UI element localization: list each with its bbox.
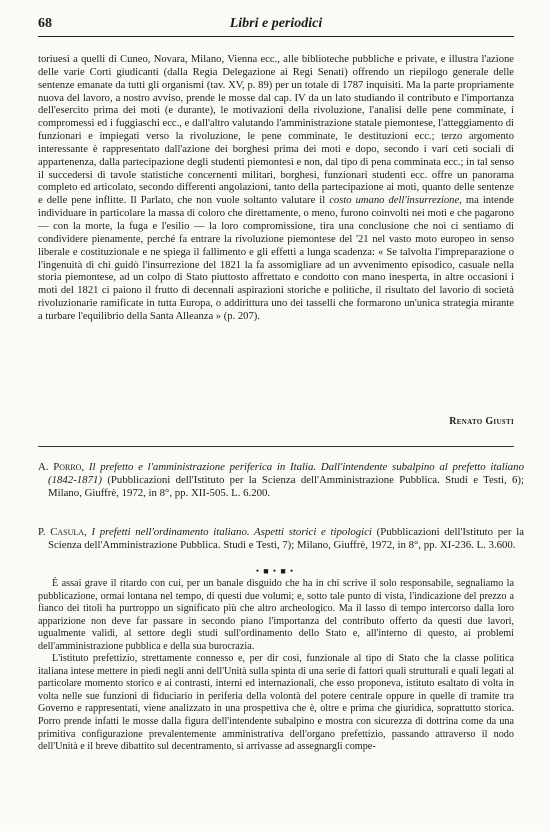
ref-details: (Pubblicazioni dell'Istituto per la Scienza dell'Amministrazione Pubblica. Studi e Testi, 6); Milano, Giuffrè, 1972, in 8°, pp. XII-505. L. 6.200. xyxy=(48,474,524,499)
ref-details: (Pubblicazioni dell'Istituto per la Scienza dell'Amministrazione Pubblica. Studi e Testi, 7); Milano, Giuffrè, 1972, in 8°, pp. XI-236. L. 3.600. xyxy=(48,526,524,551)
page-number: 68 xyxy=(38,16,52,31)
ref-title: I prefetti nell'ordinamento italiano. Aspetti storici e tipologici xyxy=(86,526,372,538)
bibliographic-entry-porro xyxy=(38,461,524,500)
header-rule xyxy=(38,36,514,37)
review-paragraph: L'istituto prefettizio, strettamente connesso e, per dir così, funzionale al tipo di Stato che la classe politica italiana intese mettere in piedi negli anni dell'Unità sulla spinta di una serie di fattori quali strutturali e quali legati al particolare momento storico e ai contrasti, interni ed internazionali, che esso proponeva, istituto esaltato di volta in volta nelle sue funzioni di fiduciario in periferia della volontà del potere centrale oppure in quelle di tramite tra Governo e rappresentati, viene analizzato in una prospettiva che è, oltre e prima che giuridica, soprattutto storica. Porro prende infatti le mosse dalla figura dell'intendente subalpino e mostra con sicurezza di dottrina come da una primitiva configurazione prevalentemente amministrativa dell'organo prefettizio, passando attraverso il nodo dell'Unità e il breve dibattito sul decentramento, si arrivasse ad assegnargli compe- xyxy=(38,653,514,753)
review-giusti-text xyxy=(38,54,514,324)
running-title: Libri e periodici xyxy=(229,16,323,31)
emphasis-phrase: costo umano dell'insurrezione xyxy=(329,195,460,207)
text-after-emphasis: , ma intende individuare in particolare la massa di coloro che direttamente, o meno, furono coinvolti nei moti e che pagarono — con la morte, la fuga e l'esilio — la loro compromissione, tira una conclusione che noi ci sentiamo di condividere pienamente, perché fa entrare la rivoluzione piemontese del '21 nel vasto moto europeo in senso liberale e costituzionale e ne spiega il fallimento e gli effetti a lunga scadenza: « Se talvolta l'impreparazione o l'ingenuità di chi guidò l'insurrezione del 1821 la fa assomigliare ad un avvenimento episodico, casuale nella storia piemontese, ad un colpo di Stato piuttosto affrettato e condotto con mano inesperta, in altre occasioni i moti del 1821 ci paiono il frutto di decennali aspirazioni storiche e politiche, il risultato del lavorio di società rivoluzionarie ramificate in tutta Europa, o addirittura uno dei tasselli che formarono un'unica strategia mirante a turbare l'equilibrio della Santa Alleanza » (p. 207). xyxy=(38,195,514,322)
ref-author: P. Casula, xyxy=(38,526,87,538)
running-header xyxy=(38,12,514,36)
bibliographic-entry-casula xyxy=(38,526,524,552)
review-paragraph xyxy=(38,54,514,324)
review-prefetti-text xyxy=(38,578,514,754)
text-before-emphasis: toriuesi a quelli di Cuneo, Novara, Milano, Vienna ecc., alle biblioteche pubbliche e private, e illustra l'azione delle varie Corti giudicanti (dalla Regia Delegazione ai Regi Senati) offrendo un riepilogo generale delle sentenze emanate da tutti gli organismi (tav. XV, p. 89) per un totale di 1787 inquisiti. Ma la parte propriamente nuova del lavoro, a nostro avviso, prende le mosse dal cap. IV da un lato studiando il contributo e l'importanza dell'esercito prima dei moti (e durante), le motivazioni della rivoluzione, l'analisi delle pene comminate, i compromessi ed i fuggiaschi ecc., e dall'altro valutando l'amministrazione statale piemontese, l'atteggiamento di funzionari e impiegati verso la rivoluzione, le pene comminate, le destituzioni ecc.; terzo argomento interessante è rappresentato dall'azione dei borghesi prima dei moti e dopo, secondo i vari ceti sociali di appartenenza, dalla partecipazione degli studenti piemontesi e non, dal tipo di pena comminata ecc.; in tal senso il succedersi di tavole statistiche concernenti militari, borghesi, funzionari studenti ecc. offre un panorama completo ed articolato, secondo differenti angolazioni, tanto della partecipazione ai moti, quanto delle sentenze e delle pene inflitte. Il Parlato, che non vuole soltanto valutare il xyxy=(38,54,514,207)
reviewer-signature: Renato Giusti xyxy=(449,416,514,427)
ref-author: A. Porro, xyxy=(38,461,85,473)
review-paragraph: È assai grave il ritardo con cui, per un banale disguido che ha in chi scrive il solo responsabile, segnaliamo la pubblicazione, ormai lontana nel tempo, di questi due volumi; e, sotto tale punto di vista, l'indicazione del prezzo a fianco dei titoli ha purtroppo un significato più che altro archeologico. Ma il lasso di tempo intercorso dalla loro apparizione non deve far passare in secondo piano l'importanza del contributo offerto da questi due lavori, ugualmente validi, al settore degli studi sull'ordinamento dello Stato e, all'interno di questo, ai problemi dell'amministrazione pubblica e della sua burocrazia. xyxy=(38,578,514,652)
ref-title: Il prefetto e l'amministrazione periferica in Italia. Dall'intendente subalpino al prefetto italiano (1842-1871) xyxy=(48,461,524,486)
ornament-divider: • ■ • ■ • xyxy=(255,566,295,576)
section-divider xyxy=(38,446,514,447)
